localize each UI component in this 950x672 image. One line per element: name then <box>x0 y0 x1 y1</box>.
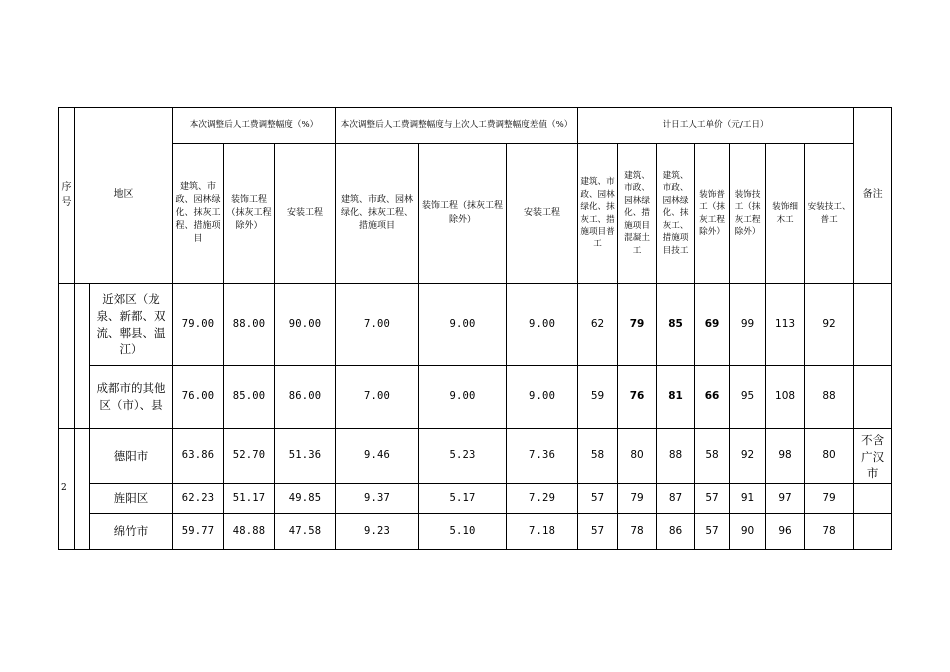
header-seq: 序号 <box>59 108 75 284</box>
region-cell: 绵竹市 <box>90 514 173 550</box>
diff-decoration-cell: 5.23 <box>419 429 507 484</box>
header-diff-installation: 安装工程 <box>507 144 578 284</box>
remark-cell: 不含广汉市 <box>854 429 892 484</box>
region-cell: 成都市的其他区（市）、县 <box>90 366 173 429</box>
header-diff-decoration: 装饰工程（抹灰工程除外） <box>419 144 507 284</box>
unit-decoration-general-cell: 66 <box>695 366 730 429</box>
diff-installation-cell: 7.29 <box>507 484 578 514</box>
unit-skilled-cell: 88 <box>657 429 695 484</box>
unit-carpenter-cell: 108 <box>766 366 805 429</box>
unit-carpenter-cell: 96 <box>766 514 805 550</box>
header-unit-decoration-skilled: 装饰技工（抹灰工程除外） <box>730 144 766 284</box>
adjust-installation-cell: 49.85 <box>275 484 336 514</box>
remark-cell <box>854 484 892 514</box>
unit-decoration-skilled-cell: 91 <box>730 484 766 514</box>
header-unit-concrete-worker: 建筑、市政、园林绿化、措施项目混凝土工 <box>618 144 657 284</box>
header-unit-decoration-general: 装饰普工（抹灰工程除外） <box>695 144 730 284</box>
unit-carpenter-cell: 113 <box>766 284 805 366</box>
adjust-building-cell: 62.23 <box>173 484 224 514</box>
adjust-decoration-cell: 85.00 <box>224 366 275 429</box>
unit-decoration-general-cell: 69 <box>695 284 730 366</box>
adjust-building-cell: 76.00 <box>173 366 224 429</box>
table-row <box>59 429 892 484</box>
adjust-installation-cell: 47.58 <box>275 514 336 550</box>
diff-building-cell: 9.37 <box>336 484 419 514</box>
diff-installation-cell: 9.00 <box>507 284 578 366</box>
diff-decoration-cell: 9.00 <box>419 366 507 429</box>
diff-installation-cell: 9.00 <box>507 366 578 429</box>
unit-general-cell: 57 <box>578 484 618 514</box>
remark-cell <box>854 284 892 366</box>
unit-decoration-skilled-cell: 90 <box>730 514 766 550</box>
adjust-decoration-cell: 88.00 <box>224 284 275 366</box>
unit-skilled-cell: 81 <box>657 366 695 429</box>
diff-building-cell: 7.00 <box>336 284 419 366</box>
labor-cost-table <box>58 107 892 550</box>
unit-carpenter-cell: 98 <box>766 429 805 484</box>
adjust-building-cell: 63.86 <box>173 429 224 484</box>
group-spacer-cell <box>75 284 90 429</box>
header-unit-carpenter: 装饰细木工 <box>766 144 805 284</box>
table-row <box>59 484 892 514</box>
remark-cell <box>854 514 892 550</box>
header-adjust-installation: 安装工程 <box>275 144 336 284</box>
table-row <box>59 284 892 366</box>
region-cell: 近郊区（龙泉、新都、双流、郫县、温江） <box>90 284 173 366</box>
diff-installation-cell: 7.36 <box>507 429 578 484</box>
table-row <box>59 366 892 429</box>
unit-concrete-cell: 79 <box>618 284 657 366</box>
unit-general-cell: 58 <box>578 429 618 484</box>
unit-concrete-cell: 80 <box>618 429 657 484</box>
diff-building-cell: 9.46 <box>336 429 419 484</box>
group-spacer-cell <box>75 429 90 550</box>
header-group-adjust: 本次调整后人工费调整幅度（%） <box>173 108 336 144</box>
group-seq-cell <box>59 284 75 429</box>
unit-decoration-general-cell: 58 <box>695 429 730 484</box>
header-unit-skilled-worker: 建筑、市政、园林绿化、抹灰工、措施项目技工 <box>657 144 695 284</box>
unit-carpenter-cell: 97 <box>766 484 805 514</box>
diff-decoration-cell: 5.10 <box>419 514 507 550</box>
diff-decoration-cell: 5.17 <box>419 484 507 514</box>
table-row <box>59 514 892 550</box>
unit-skilled-cell: 87 <box>657 484 695 514</box>
adjust-decoration-cell: 52.70 <box>224 429 275 484</box>
unit-general-cell: 59 <box>578 366 618 429</box>
header-diff-building: 建筑、市政、园林绿化、抹灰工程、措施项目 <box>336 144 419 284</box>
adjust-decoration-cell: 48.88 <box>224 514 275 550</box>
adjust-building-cell: 79.00 <box>173 284 224 366</box>
unit-installation-cell: 88 <box>805 366 854 429</box>
group-seq-cell: 2 <box>59 429 75 550</box>
header-unit-general-worker: 建筑、市政、园林绿化、抹灰工、措施项目普工 <box>578 144 618 284</box>
diff-installation-cell: 7.18 <box>507 514 578 550</box>
header-region: 地区 <box>75 108 173 284</box>
region-cell: 德阳市 <box>90 429 173 484</box>
header-group-unit: 计日工人工单价（元/工日） <box>578 108 854 144</box>
unit-skilled-cell: 85 <box>657 284 695 366</box>
adjust-installation-cell: 51.36 <box>275 429 336 484</box>
unit-concrete-cell: 79 <box>618 484 657 514</box>
region-cell: 旌阳区 <box>90 484 173 514</box>
adjust-decoration-cell: 51.17 <box>224 484 275 514</box>
diff-building-cell: 9.23 <box>336 514 419 550</box>
unit-installation-cell: 80 <box>805 429 854 484</box>
adjust-installation-cell: 86.00 <box>275 366 336 429</box>
unit-installation-cell: 92 <box>805 284 854 366</box>
unit-decoration-general-cell: 57 <box>695 484 730 514</box>
unit-decoration-skilled-cell: 99 <box>730 284 766 366</box>
header-adjust-decoration: 装饰工程（抹灰工程除外） <box>224 144 275 284</box>
unit-concrete-cell: 76 <box>618 366 657 429</box>
unit-decoration-skilled-cell: 92 <box>730 429 766 484</box>
unit-general-cell: 62 <box>578 284 618 366</box>
header-unit-installation: 安装技工、普工 <box>805 144 854 284</box>
unit-general-cell: 57 <box>578 514 618 550</box>
diff-decoration-cell: 9.00 <box>419 284 507 366</box>
unit-installation-cell: 78 <box>805 514 854 550</box>
adjust-installation-cell: 90.00 <box>275 284 336 366</box>
header-group-diff: 本次调整后人工费调整幅度与上次人工费调整幅度差值（%） <box>336 108 578 144</box>
unit-decoration-general-cell: 57 <box>695 514 730 550</box>
unit-skilled-cell: 86 <box>657 514 695 550</box>
header-adjust-building: 建筑、市政、园林绿化、抹灰工程、措施项目 <box>173 144 224 284</box>
diff-building-cell: 7.00 <box>336 366 419 429</box>
header-remark: 备注 <box>854 108 892 284</box>
unit-installation-cell: 79 <box>805 484 854 514</box>
adjust-building-cell: 59.77 <box>173 514 224 550</box>
unit-decoration-skilled-cell: 95 <box>730 366 766 429</box>
unit-concrete-cell: 78 <box>618 514 657 550</box>
remark-cell <box>854 366 892 429</box>
